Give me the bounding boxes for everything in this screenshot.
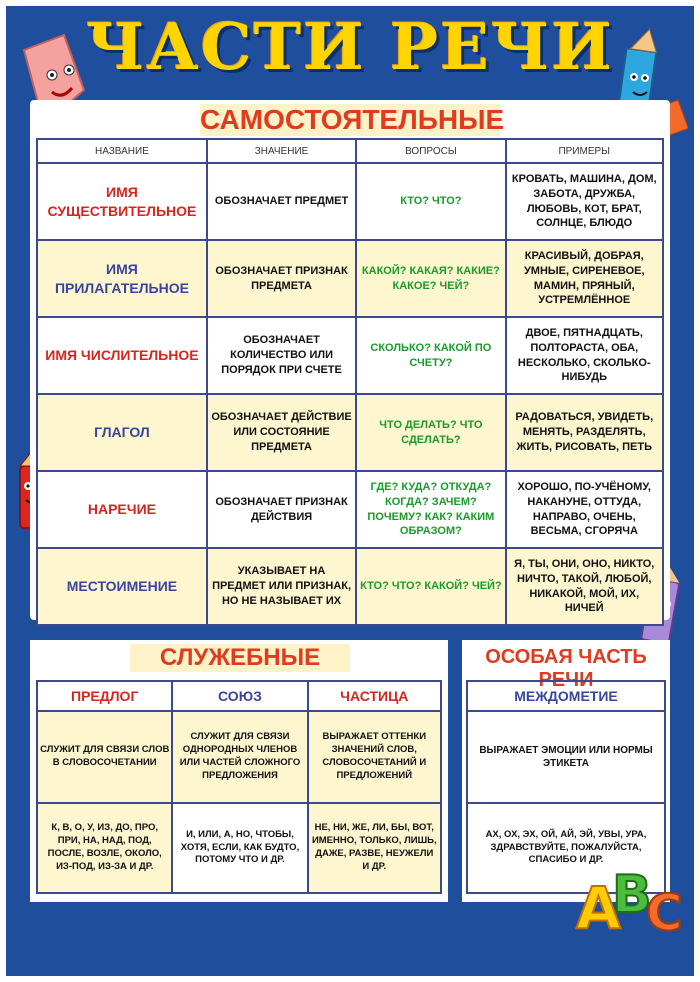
service-panel (30, 640, 448, 902)
poster-title: ЧАСТИ РЕЧИ (86, 10, 614, 85)
part-questions: СКОЛЬКО? КАКОЙ ПО СЧЕТУ? (356, 317, 505, 394)
column-header: ЗНАЧЕНИЕ (207, 139, 356, 163)
service-meaning: СЛУЖИТ ДЛЯ СВЯЗИ ОДНОРОДНЫХ ЧЛЕНОВ ИЛИ ЧАСТЕЙ СЛОЖНОГО ПРЕДЛОЖЕНИЯ (172, 711, 307, 803)
column-header: СОЮЗ (172, 681, 307, 711)
part-questions: КТО? ЧТО? (356, 163, 505, 240)
part-name: ГЛАГОЛ (37, 394, 207, 471)
part-name: НАРЕЧИЕ (37, 471, 207, 548)
part-examples: КРАСИВЫЙ, ДОБРАЯ, УМНЫЕ, СИРЕНЕВОЕ, МАМИН, ПРЯНЫЙ, УСТРЕМЛЁННОЕ (506, 240, 663, 317)
table-row (37, 548, 663, 625)
independent-panel (30, 100, 670, 620)
part-name: МЕСТОИМЕНИЕ (37, 548, 207, 625)
special-meaning: ВЫРАЖАЕТ ЭМОЦИИ ИЛИ НОРМЫ ЭТИКЕТА (467, 711, 665, 803)
part-meaning: ОБОЗНАЧАЕТ ДЕЙСТВИЕ ИЛИ СОСТОЯНИЕ ПРЕДМЕТА (207, 394, 356, 471)
part-name: ИМЯ СУЩЕСТВИТЕЛЬНОЕ (37, 163, 207, 240)
part-meaning: УКАЗЫВАЕТ НА ПРЕДМЕТ ИЛИ ПРИЗНАК, НО НЕ НАЗЫВАЕТ ИХ (207, 548, 356, 625)
part-questions: КАКОЙ? КАКАЯ? КАКИЕ? КАКОЕ? ЧЕЙ? (356, 240, 505, 317)
table-header-row (37, 681, 441, 711)
column-header: ВОПРОСЫ (356, 139, 505, 163)
part-questions: ГДЕ? КУДА? ОТКУДА? КОГДА? ЗАЧЕМ? ПОЧЕМУ? КАК? КАКИМ ОБРАЗОМ? (356, 471, 505, 548)
part-meaning: ОБОЗНАЧАЕТ КОЛИЧЕСТВО ИЛИ ПОРЯДОК ПРИ СЧЕТЕ (207, 317, 356, 394)
table-row (37, 471, 663, 548)
service-examples: И, ИЛИ, А, НО, ЧТОБЫ, ХОТЯ, ЕСЛИ, КАК БУДТО, ПОТОМУ ЧТО И ДР. (172, 803, 307, 893)
part-meaning: ОБОЗНАЧАЕТ ПРЕДМЕТ (207, 163, 356, 240)
table-row (37, 711, 441, 803)
part-questions: КТО? ЧТО? КАКОЙ? ЧЕЙ? (356, 548, 505, 625)
service-examples: К, В, О, У, ИЗ, ДО, ПРО, ПРИ, НА, НАД, ПОД, ПОСЛЕ, ВОЗЛЕ, ОКОЛО, ИЗ-ПОД, ИЗ-ЗА И ДР. (37, 803, 172, 893)
column-header: ЧАСТИЦА (308, 681, 441, 711)
service-meaning: СЛУЖИТ ДЛЯ СВЯЗИ СЛОВ В СЛОВОСОЧЕТАНИИ (37, 711, 172, 803)
independent-heading: САМОСТОЯТЕЛЬНЫЕ (200, 104, 505, 135)
column-header: НАЗВАНИЕ (37, 139, 207, 163)
part-examples: КРОВАТЬ, МАШИНА, ДОМ, ЗАБОТА, ДРУЖБА, ЛЮБОВЬ, КОТ, БРАТ, СОЛНЦЕ, БЛЮДО (506, 163, 663, 240)
column-header: ПРЕДЛОГ (37, 681, 172, 711)
part-examples: Я, ТЫ, ОНИ, ОНО, НИКТО, НИЧТО, ТАКОЙ, ЛЮБОЙ, НИКАКОЙ, МОЙ, ИХ, НИЧЕЙ (506, 548, 663, 625)
table-header-row (37, 139, 663, 163)
part-meaning: ОБОЗНАЧАЕТ ПРИЗНАК ПРЕДМЕТА (207, 240, 356, 317)
abc-letter-b: B (612, 865, 652, 925)
part-name: ИМЯ ПРИЛАГАТЕЛЬНОЕ (37, 240, 207, 317)
service-examples: НЕ, НИ, ЖЕ, ЛИ, БЫ, ВОТ, ИМЕННО, ТОЛЬКО, ЛИШЬ, ДАЖЕ, РАЗВЕ, НЕУЖЕЛИ И ДР. (308, 803, 441, 893)
part-meaning: ОБОЗНАЧАЕТ ПРИЗНАК ДЕЙСТВИЯ (207, 471, 356, 548)
service-heading: СЛУЖЕБНЫЕ (130, 644, 350, 672)
service-meaning: ВЫРАЖАЕТ ОТТЕНКИ ЗНАЧЕНИЙ СЛОВ, СЛОВОСОЧЕТАНИЙ И ПРЕДЛОЖЕНИЙ (308, 711, 441, 803)
table-row (37, 240, 663, 317)
table-row (37, 163, 663, 240)
column-header: ПРИМЕРЫ (506, 139, 663, 163)
special-heading: ОСОБАЯ ЧАСТЬ РЕЧИ (485, 646, 647, 691)
abc-letter-a: A (576, 874, 621, 942)
table-row (37, 394, 663, 471)
table-row (37, 803, 441, 893)
part-examples: РАДОВАТЬСЯ, УВИДЕТЬ, МЕНЯТЬ, РАЗДЕЛЯТЬ, ЖИТЬ, РИСОВАТЬ, ПЕТЬ (506, 394, 663, 471)
abc-blocks-icon (572, 842, 692, 942)
table-row (37, 317, 663, 394)
part-questions: ЧТО ДЕЛАТЬ? ЧТО СДЕЛАТЬ? (356, 394, 505, 471)
independent-table (36, 138, 664, 626)
part-examples: ДВОЕ, ПЯТНАДЦАТЬ, ПОЛТОРАСТА, ОБА, НЕСКОЛЬКО, СКОЛЬКО-НИБУДЬ (506, 317, 663, 394)
part-examples: ХОРОШО, ПО-УЧЁНОМУ, НАКАНУНЕ, ОТТУДА, НАПРАВО, ОЧЕНЬ, ВЕСЬМА, СГОРЯЧА (506, 471, 663, 548)
table-header-row (467, 681, 665, 711)
special-examples: АХ, ОХ, ЭХ, ОЙ, АЙ, ЭЙ, УВЫ, УРА, ЗДРАВСТВУЙТЕ, ПОЖАЛУЙСТА, СПАСИБО И ДР. (467, 803, 665, 893)
table-row (467, 711, 665, 803)
abc-letter-c: C (646, 884, 683, 942)
service-table (36, 680, 442, 894)
column-header: МЕЖДОМЕТИЕ (467, 681, 665, 711)
part-name: ИМЯ ЧИСЛИТЕЛЬНОЕ (37, 317, 207, 394)
